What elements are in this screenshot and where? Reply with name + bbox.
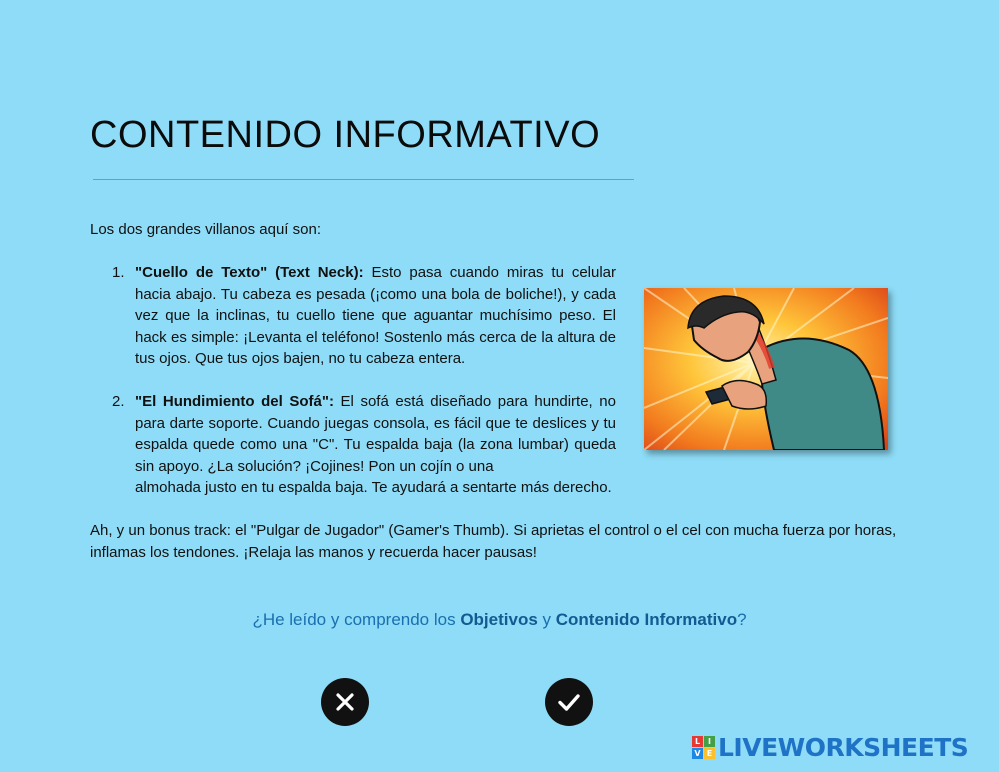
logo-text: LIVEWORKSHEETS <box>718 732 969 762</box>
question-prefix: ¿He leído y comprendo los <box>252 610 461 629</box>
no-button[interactable] <box>321 678 369 726</box>
list-item-body: Esto pasa cuando miras tu celular hacia abajo. Tu cabeza es pesada (¡como una bola de boliche!), y cada vez que la inclinas, tu cuello tiene que aguantar muchísimo peso. El hack es simple: ¡Levanta el teléfono! Sostenlo más cerca de la altura de tus ojos. Que tus ojos bajen, no tu cabeza entera. <box>135 264 617 368</box>
yes-button[interactable] <box>545 678 593 726</box>
list-item-number: 2. <box>112 393 125 410</box>
list-item-heading: "Cuello de Texto" (Text Neck): <box>135 264 364 281</box>
list-item-number: 1. <box>112 264 125 281</box>
list-item-text <box>135 391 616 499</box>
list-item-body-last: almohada justo en tu espalda baja. Te ayudará a sentarte más derecho. <box>135 479 612 497</box>
question-middle: y <box>537 610 556 629</box>
question-content: Contenido Informativo <box>555 610 738 629</box>
text-neck-illustration <box>644 288 888 450</box>
comprehension-question <box>0 610 999 630</box>
intro-text: Los dos grandes villanos aquí son: <box>90 221 321 238</box>
list-item-heading: "El Hundimiento del Sofá": <box>135 393 334 410</box>
check-icon <box>556 689 582 715</box>
bonus-text: Ah, y un bonus track: el "Pulgar de Jugador" (Gamer's Thumb). Si aprietas el control o el cel con mucha fuerza por horas, inflamas los tendones. ¡Relaja las manos y recuerda hacer pausas! <box>90 522 897 561</box>
close-icon <box>333 690 357 714</box>
title-divider <box>93 179 634 180</box>
question-objectives: Objetivos <box>460 610 538 629</box>
logo-letter: V <box>692 748 703 759</box>
list-item-body: El sofá está diseñado para hundirte, no para darte soporte. Cuando juegas consola, es fácil que te deslices y tu espalda quede como una "C". Tu espalda baja (la zona lumbar) queda sin apoyo. ¿La solución? ¡Cojines! Pon un cojín o una <box>135 393 616 475</box>
page-title: CONTENIDO INFORMATIVO <box>90 114 601 156</box>
logo-mark <box>692 736 715 759</box>
liveworksheets-logo[interactable] <box>692 733 968 761</box>
logo-letter: I <box>704 736 715 747</box>
logo-letter: E <box>704 748 715 759</box>
question-suffix: ? <box>737 610 747 629</box>
logo-letter: L <box>692 736 703 747</box>
list-item-text <box>135 262 616 370</box>
